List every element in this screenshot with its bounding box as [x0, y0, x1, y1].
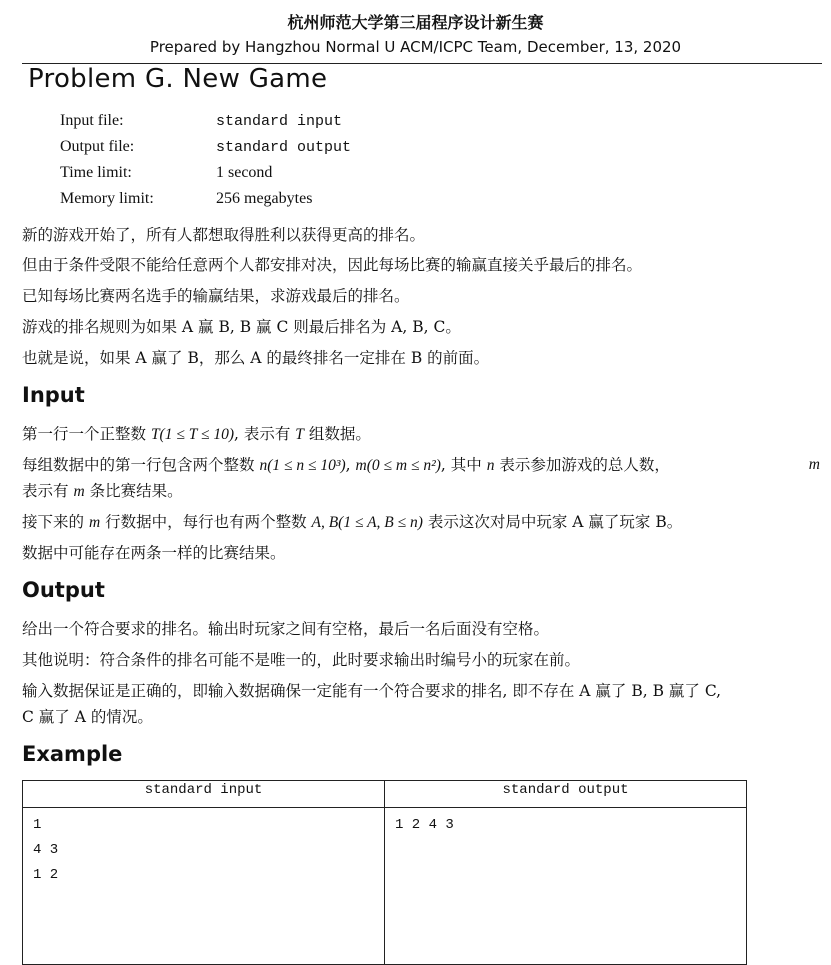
- example-output-header: standard output: [385, 781, 747, 808]
- output-line-3-cont: C 赢了 A 的情况。: [22, 708, 153, 726]
- output-line-2: 其他说明：符合条件的排名可能不是唯一的，此时要求输出时编号小的玩家在前。: [22, 651, 581, 669]
- example-input-line: 1 2: [33, 867, 59, 883]
- output-line-1: 给出一个符合要求的排名。输出时玩家之间有空格，最后一名后面没有空格。: [22, 620, 550, 638]
- meta-key: Output file:: [60, 138, 135, 155]
- meta-key: Time limit:: [60, 164, 132, 181]
- example-body-row: [23, 808, 747, 965]
- input-line-4: 数据中可能存在两条一样的比赛结果。: [22, 544, 286, 562]
- output-heading: Output: [22, 578, 105, 602]
- meta-time-limit: [60, 160, 351, 186]
- example-heading: Example: [22, 742, 123, 766]
- output-line-3: 输入数据保证是正确的，即输入数据确保一定能有一个符合要求的排名, 即不存在 A 赢了 B, B 赢了 C,: [22, 682, 722, 700]
- statement-line: 新的游戏开始了，所有人都想取得胜利以获得更高的排名。: [22, 226, 426, 244]
- meta-value: 256 megabytes: [216, 190, 313, 207]
- meta-memory-limit: [60, 186, 351, 212]
- meta-key: Input file:: [60, 112, 124, 129]
- meta-input-file: [60, 108, 351, 134]
- meta-value: standard output: [216, 138, 352, 156]
- example-input-header: standard input: [23, 781, 385, 808]
- input-line-3: 接下来的 m 行数据中，每行也有两个整数 A, B(1 ≤ A, B ≤ n) 表示这次对局中玩家 A 赢了玩家 B。: [22, 513, 683, 531]
- problem-meta: [60, 108, 351, 212]
- problem-title: Problem G. New Game: [28, 64, 328, 94]
- contest-title: 杭州师范大学第三届程序设计新生赛: [287, 13, 544, 32]
- meta-value: 1 second: [216, 164, 273, 181]
- input-heading: Input: [22, 383, 85, 407]
- meta-key: Memory limit:: [60, 190, 154, 207]
- input-line-1: 第一行一个正整数 T(1 ≤ T ≤ 10), 表示有 T 组数据。: [22, 425, 371, 443]
- prepared-by: Prepared by Hangzhou Normal U ACM/ICPC Team, December, 13, 2020: [149, 38, 682, 56]
- example-input-line: 1: [33, 817, 42, 833]
- example-output-cell: [385, 808, 747, 965]
- input-line-2-cont: 表示有 m 条比赛结果。: [22, 482, 183, 500]
- statement-line: 也就是说，如果 A 赢了 B，那么 A 的最终排名一定排在 B 的前面。: [22, 349, 490, 367]
- example-input-cell: [23, 808, 385, 965]
- example-output-line: 1 2 4 3: [395, 817, 454, 833]
- statement-line: 游戏的排名规则为如果 A 赢 B, B 赢 C 则最后排名为 A, B, C。: [22, 318, 461, 336]
- statement-line: 但由于条件受限不能给任意两个人都安排对决，因此每场比赛的输赢直接关乎最后的排名。: [22, 256, 643, 274]
- input-line-2: 每组数据中的第一行包含两个整数 n(1 ≤ n ≤ 10³), m(0 ≤ m ≤ n²), 其中 n 表示参加游戏的总人数， m: [22, 456, 820, 474]
- statement-line: 已知每场比赛两名选手的输赢结果，求游戏最后的排名。: [22, 287, 410, 305]
- example-input-line: 4 3: [33, 842, 59, 858]
- meta-output-file: [60, 134, 351, 160]
- example-header-row: [23, 781, 747, 808]
- example-table: [22, 780, 747, 965]
- meta-value: standard input: [216, 112, 343, 130]
